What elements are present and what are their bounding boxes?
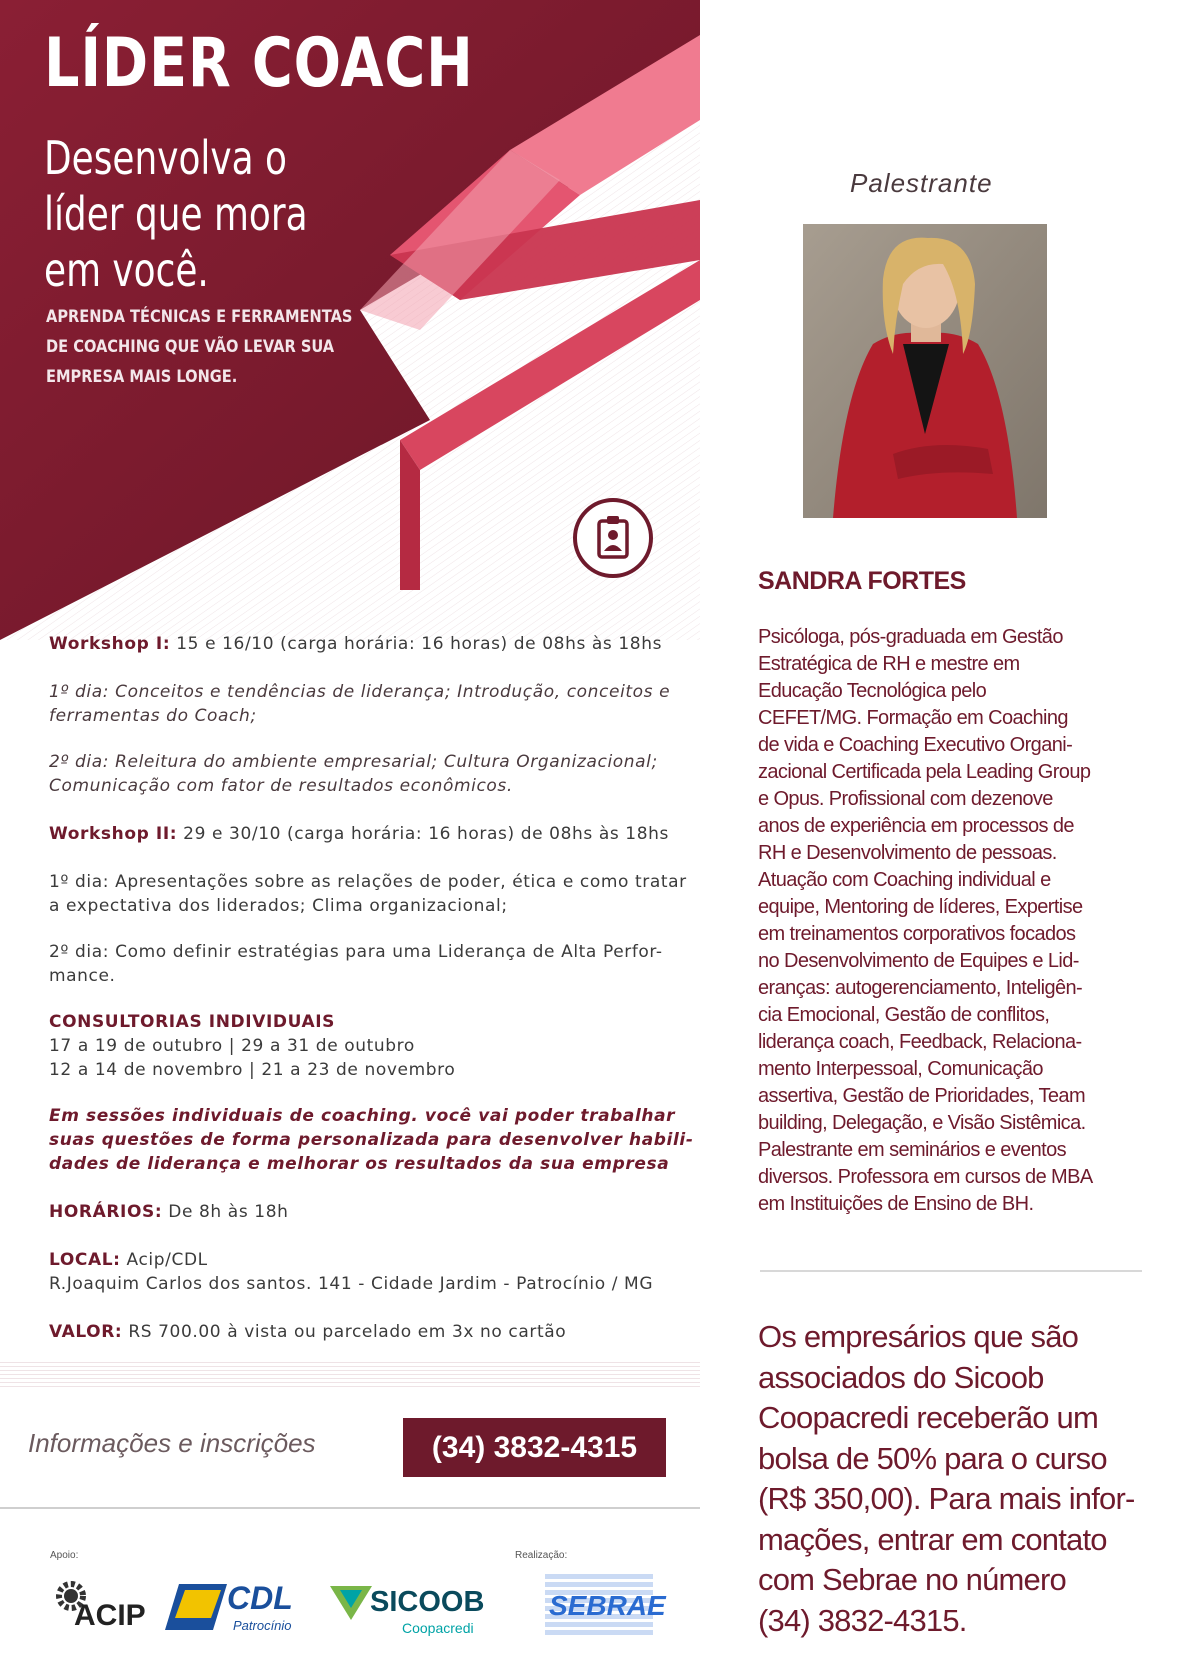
workshop-1-day-1: 1º dia: Conceitos e tendências de liderança; Introdução, conceitos e ferramentas do Coach;: [49, 682, 671, 726]
sessions-description: Em sessões individuais de coaching. você vai poder trabalhar suas questões de forma personalizada para desenvolver habili- dades de liderança e melhorar os resultados da sua empresa: [49, 1106, 694, 1174]
cdl-logo: CDL Patrocínio: [165, 1580, 305, 1640]
speaker-name: SANDRA FORTES: [758, 567, 966, 595]
workshop-1: Workshop I: 15 e 16/10 (carga horária: 16 horas) de 08hs às 18hs: [49, 634, 663, 654]
hero-title: LÍDER COACH: [44, 24, 474, 103]
promo-text: Os empresários que são associados do Sicoob Coopacredi receberão um bolsa de 50% para o curso (R$ 350,00). Para mais infor- mações, entrar em contato com Sebrae no número (34) 3832-4315.: [758, 1319, 1135, 1638]
acip-logo: ACIP: [46, 1577, 151, 1637]
workshop-2-day-2: 2º dia: Como definir estratégias para uma Liderança de Alta Perfor- mance.: [49, 942, 663, 986]
contact-phone[interactable]: (34) 3832-4315: [403, 1418, 666, 1477]
hero-tagline: APRENDA TÉCNICAS E FERRAMENTAS DE COACHING QUE VÃO LEVAR SUA EMPRESA MAIS LONGE.: [46, 307, 353, 387]
workshop-2-day-1: 1º dia: Apresentações sobre as relações de poder, ética e como tratar a expectativa dos liderados; Clima organizacional;: [49, 872, 687, 916]
sicoob-mark-icon: [330, 1586, 372, 1620]
workshop-2: Workshop II: 29 e 30/10 (carga horária: 16 horas) de 08hs às 18hs: [49, 824, 669, 844]
speaker-photo: [803, 224, 1047, 518]
program-details: [49, 632, 709, 1344]
workshop-1-day-2: 2º dia: Releitura do ambiente empresarial; Cultura Organizacional; Comunicação com fator de resultados econômicos.: [49, 752, 658, 796]
sebrae-logo: SEBRAE: [545, 1574, 655, 1640]
hours: HORÁRIOS: De 8h às 18h: [49, 1202, 289, 1222]
speaker-bio: Psicóloga, pós-graduada em Gestão Estratégica de RH e mestre em Educação Tecnológica pelo CEFET/MG. Formação em Coaching de vida e Coaching Executivo Organi- zacional Certificada pela Leading Group e Opus. Profissional com dezenove anos de experiência em processos de RH e Desenvolvimento de pessoas. Atuação com Coaching individual e equipe, Mentoring de líderes, Expertise em treinamentos corporativos focados no Desenvolvimento de Equipes e Lid- eranças: autogerenciamento, Inteligên- cia Emocional, Gestão de conflitos, liderança coach, Feedback, Relaciona- mento Interpessoal, Comunicação assertiva, Gestão de Prioridades, Team building, Delegação, e Visão Sistêmica. Palestrante em seminários e eventos diversos. Professora em cursos de MBA em Instituições de Ensino de BH.: [758, 626, 1093, 1215]
contact-label: Informações e inscrições: [28, 1428, 316, 1458]
location: LOCAL: Acip/CDL R.Joaquim Carlos dos santos. 141 - Cidade Jardim - Patrocínio / MG: [49, 1250, 654, 1294]
hero-banner: [0, 0, 700, 640]
speaker-label: Palestrante: [850, 168, 993, 198]
consultorias: CONSULTORIAS INDIVIDUAIS 17 a 19 de outubro | 29 a 31 de outubro 12 a 14 de novembro | 21 a 23 de novembro: [49, 1012, 456, 1080]
price: VALOR: RS 700.00 à vista ou parcelado em 3x no cartão: [49, 1322, 567, 1342]
support-label: Apoio:: [50, 1550, 79, 1561]
realization-label: Realização:: [515, 1550, 568, 1561]
id-badge-icon: [572, 497, 654, 579]
divider-left: [0, 1507, 700, 1509]
hero-subtitle: Desenvolva o líder que mora em você.: [44, 131, 308, 297]
cdl-mark-icon: [165, 1584, 227, 1634]
sicoob-logo: SICOOB Coopacredi: [330, 1586, 500, 1646]
divider-right: [760, 1270, 1142, 1272]
stripe-divider: [0, 1362, 700, 1388]
